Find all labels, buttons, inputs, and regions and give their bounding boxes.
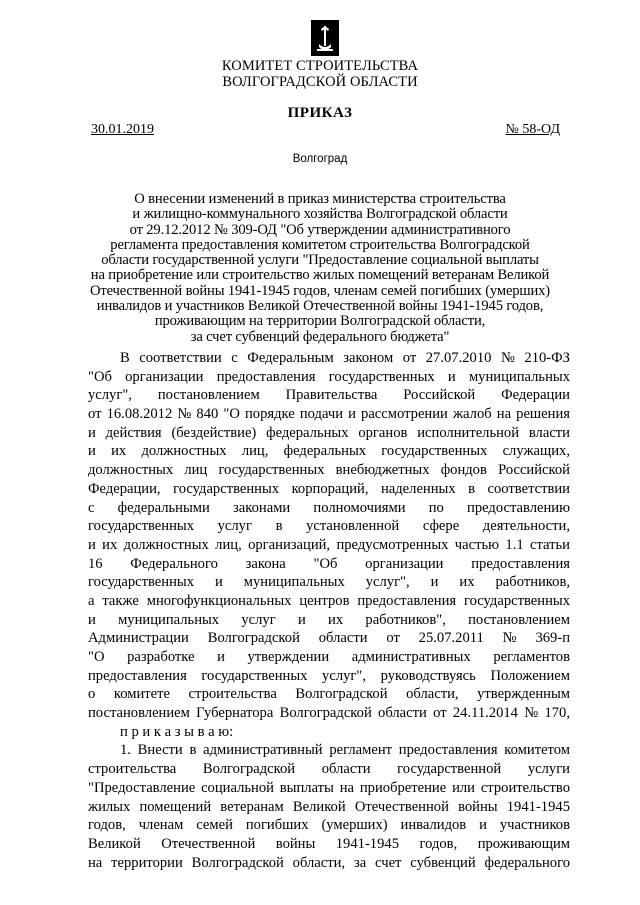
- title-line: Отечественной войны 1941-1945 годов, членам семей погибших (умерших): [89, 282, 551, 299]
- body-line: государственных услуг в установленной сфере деятельности,: [88, 518, 570, 535]
- body-line: 1. Внести в административный регламент предоставления комитетом: [120, 742, 570, 759]
- document-title: [60, 192, 580, 345]
- body-line: годов, членам семей погибших (умерших) инвалидов и участников: [88, 817, 570, 834]
- body-line: Великой Отечественной войны 1941-1945 годов, проживающим: [88, 835, 570, 852]
- body-line: строительства Волгоградской области государственной услуги: [88, 761, 570, 778]
- body-line: Администрации Волгоградской области от 25.07.2011 № 369-п: [88, 630, 570, 647]
- body-line: и муниципальных услуг и их работников", постановлением: [88, 611, 570, 628]
- body-line: услуг", постановлением Правительства Российской Федерации: [88, 387, 570, 404]
- title-line: О внесении изменений в приказ министерства строительства: [134, 191, 506, 207]
- document-date: 30.01.2019: [91, 122, 154, 137]
- body-line: о комитете строительства Волгоградской области, утвержденным: [88, 686, 570, 703]
- body-line: жилых помещений ветеранам Великой Отечественной войны 1941-1945: [88, 798, 570, 815]
- title-line: за счет субвенций федерального бюджета": [190, 328, 450, 345]
- body-line: а также многофункциональных центров предоставления государственных: [88, 592, 570, 609]
- prikazyvayu-line: п р и к а з ы в а ю:: [120, 723, 234, 740]
- body-line: и действия (бездействие) федеральных органов исполнительной власти: [88, 424, 570, 441]
- body-line: "Об организации предоставления государственных и муниципальных: [88, 368, 570, 385]
- document-number: № 58-ОД: [505, 122, 560, 137]
- body-line: и их должностных лиц, организаций, предусмотренных частью 1.1 статьи: [88, 536, 570, 553]
- title-line: регламента предоставления комитетом строительства Волгоградской: [110, 236, 530, 253]
- body-line: от 16.08.2012 № 840 "О порядке подачи и рассмотрении жалоб на решения: [88, 406, 570, 423]
- body-line: В соответствии с Федеральным законом от 27.07.2010 № 210-ФЗ: [120, 350, 570, 366]
- emblem-icon: [311, 20, 339, 56]
- coat-of-arms-emblem: [311, 20, 339, 56]
- body-line: Федерации, государственных корпораций, наделенных в соответствии: [88, 480, 570, 497]
- body-line: "О разработке и утверждении административных регламентов: [88, 649, 570, 665]
- title-line: от 29.12.2012 № 309-ОД "Об утверждении административного: [129, 221, 511, 238]
- title-line: инвалидов и участников Великой Отечественной войны 1941-1945 годов,: [96, 298, 544, 315]
- title-line: области государственной услуги "Предоставление социальной выплаты: [101, 252, 539, 269]
- title-line: проживающим на территории Волгоградской области,: [154, 313, 486, 330]
- document-body: [88, 349, 570, 872]
- document-city: Волгоград: [292, 153, 348, 165]
- body-line: на территории Волгоградской области, за счет субвенций федерального: [88, 854, 570, 871]
- org-name-line1: КОМИТЕТ СТРОИТЕЛЬСТВА: [221, 58, 419, 74]
- body-line: государственных и муниципальных услуг", и их работников,: [88, 574, 570, 591]
- body-line: и их должностных лиц, федеральных государственных служащих,: [88, 443, 570, 460]
- document-type: ПРИКАЗ: [287, 105, 353, 121]
- body-line: с федеральными законами полномочиями по предоставлению: [88, 499, 570, 516]
- title-line: на приобретение или строительство жилых помещений ветеранам Великой: [90, 267, 550, 284]
- body-line: предоставления государственных услуг", руководствуясь Положением: [88, 667, 570, 684]
- body-line: 16 Федерального закона "Об организации предоставления: [88, 555, 570, 572]
- body-line: "Предоставление социальной выплаты на приобретение или строительство: [88, 779, 570, 796]
- title-line: и жилищно-коммунального хозяйства Волгоградской области: [132, 206, 508, 223]
- body-line: постановлением Губернатора Волгоградской области от 24.11.2014 № 170,: [88, 705, 570, 722]
- org-name-line2: ВОЛГОГРАДСКОЙ ОБЛАСТИ: [222, 74, 418, 90]
- body-line: должностных лиц государственных внебюджетных фондов Российской: [88, 462, 570, 479]
